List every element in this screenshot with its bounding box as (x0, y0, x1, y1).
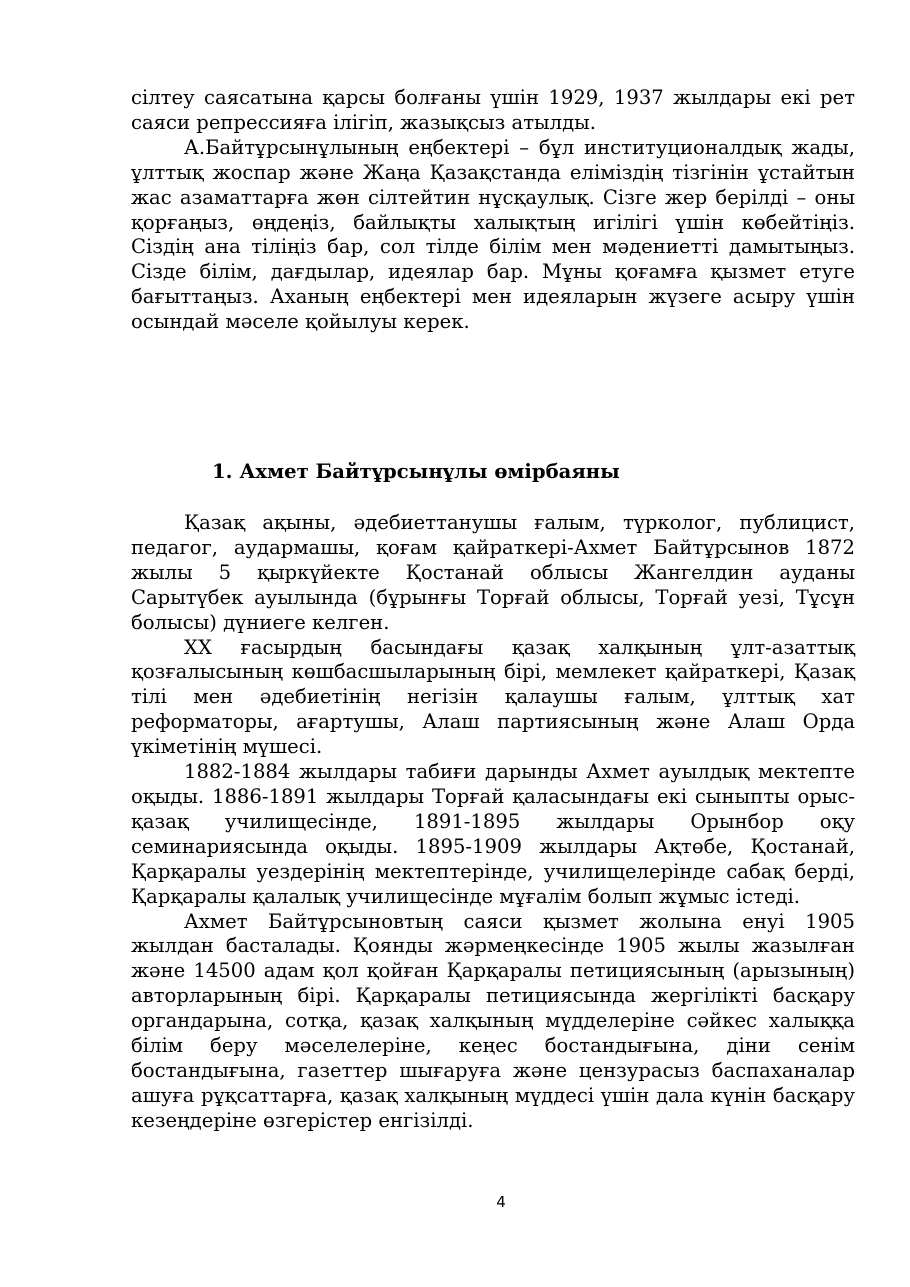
paragraph-education: 1882-1884 жылдары табиғи дарынды Ахмет ауылдық мектепте оқыды. 1886-1891 жылдары Торғай қаласындағы екі сыныпты орыс-қазақ училищесінде, 1891-1895 жылдары Орынбор оқу семинариясында оқыды. 1895-1909 жылдары Ақтөбе, Қостанай, Қарқаралы уездерінің мектептерінде, училищелерінде сабақ берді, Қарқаралы қалалық училищесінде мұғалім болып жұмыс істеді. (131, 760, 855, 908)
section-body (131, 511, 855, 1134)
paragraph-continuation: сілтеу саясатына қарсы болғаны үшін 1929, 1937 жылдары екі рет саяси репрессияға ілігіп, жазықсыз атылды. (131, 86, 855, 134)
paragraph-birth: Қазақ ақыны, әдебиеттанушы ғалым, түрколог, публицист, педагог, аудармашы, қоғам қайраткері-Ахмет Байтұрсынов 1872 жылы 5 қыркүйекте Қостанай облысы Жангелдин ауданы Сарытүбек ауылында (бұрынғы Торғай облысы, Торғай уезі, Тұсұн болысы) дүниеге келген. (131, 511, 855, 634)
section-heading (212, 459, 620, 485)
section-number: 1. (212, 460, 233, 483)
paragraph-baitursynuly-works: А.Байтұрсынұлының еңбектері – бұл институционалдық жады, ұлттық жоспар және Жаңа Қазақстанда еліміздің тізгінін ұстайтын жас азаматтарға жөн сілтейтин нұсқаулық. Сізге жер берілді – оны қорғаңыз, өңдеңіз, байлықты халықтың игілігі үшін көбейтіңіз. Сіздің ана тіліңіз бар, сол тілде білім мен мәдениетті дамытыңыз. Сізде білім, дағдылар, идеялар бар. Мұны қоғамға қызмет етуге бағыттаңыз. Аханың еңбектері мен идеяларын жүзеге асыру үшін осындай мәселе қойылуы керек. (131, 135, 855, 334)
section-title: Ахмет Байтұрсынұлы өмірбаяны (239, 460, 620, 483)
paragraph-political-career: Ахмет Байтұрсыновтың саяси қызмет жолына енуі 1905 жылдан басталады. Қоянды жәрмеңкесінде 1905 жылы жазылған және 14500 адам қол қойған Қарқаралы петициясының (арызының) авторларының бірі. Қарқаралы петициясында жергілікті басқару органдарына, сотқа, қазақ халқының мүдделеріне сәйкес халыққа білім беру мәселелеріне, кеңес бостандығына, діни сенім бостандығына, газеттер шығаруға және цензурасыз баспаханалар ашуға рұқсаттарға, қазақ халқының мүддесі үшін дала күнін басқару кезеңдеріне өзгерістер енгізілді. (131, 909, 855, 1132)
intro-text (131, 86, 855, 335)
paragraph-role: XX ғасырдың басындағы қазақ халқының ұлт-азаттық қозғалысының көшбасшыларының бірі, мемлекет қайраткері, Қазақ тілі мен әдебиетінің негізін қалаушы ғалым, ұлттық хат реформаторы, ағартушы, Алаш партиясының және Алаш Орда үкіметінің мүшесі. (131, 635, 855, 759)
page-number: 4 (496, 1193, 506, 1211)
